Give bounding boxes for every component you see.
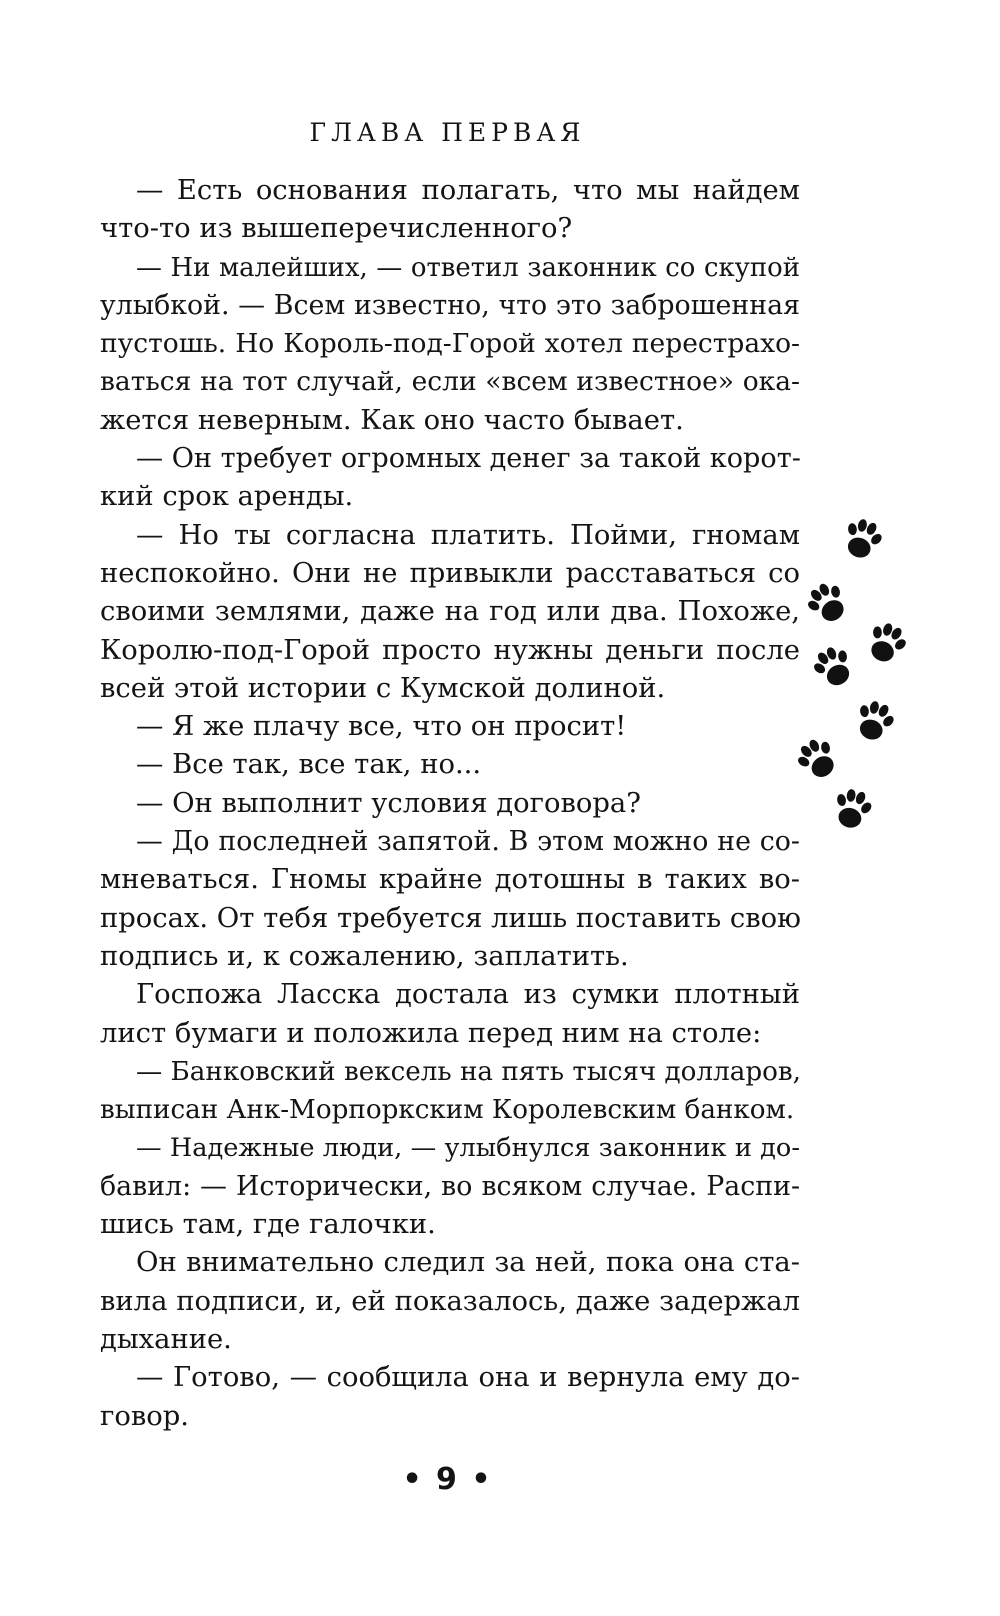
chapter-title: ГЛАВА ПЕРВАЯ [309, 118, 586, 147]
text-line: что-то из вышеперечисленного? [100, 213, 573, 245]
text-line: — До последней запятой. В этом можно не со- [136, 826, 800, 858]
text-line: неспокойно. Они не привыкли расставаться со [100, 557, 800, 589]
text-line: — Все так, все так, но... [136, 749, 482, 781]
text-line: Королю-под-Горой просто нужны деньги после [100, 634, 800, 666]
text-line: — Ни малейших, — ответил законник со скупой [136, 252, 800, 283]
text-line: Он внимательно следил за ней, пока она ста- [136, 1247, 800, 1279]
text-line: жется неверным. Как оно часто бывает. [100, 404, 684, 436]
text-line: улыбкой. — Всем известно, что это заброшенная [100, 289, 800, 321]
text-line: говор. [100, 1400, 189, 1432]
text-line: шись там, где галочки. [100, 1209, 436, 1241]
text-line: всей этой истории с Кумской долиной. [100, 672, 666, 704]
paw-print-icon [829, 785, 876, 832]
text-line: просах. От тебя требуется лишь поставить свою [100, 902, 802, 934]
paw-print-icon [850, 696, 900, 745]
text-line: — Но ты согласна платить. Пойми, гномам [136, 519, 800, 551]
text-line: мневаться. Гномы крайне дотошны в таких во- [100, 864, 800, 896]
text-line: — Он выполнит условия договора? [136, 787, 641, 819]
text-line: ваться на тот случай, если «всем известное» ока- [100, 366, 800, 398]
text-line: — Готово, — сообщила она и вернула ему до- [136, 1362, 800, 1394]
paw-print-icon [807, 640, 860, 693]
text-line: — Банковский вексель на пять тысяч долларов, [136, 1056, 801, 1087]
text-line: — Есть основания полагать, что мы найдем [136, 175, 800, 206]
text-line: подпись и, к сожалению, заплатить. [100, 940, 629, 972]
text-line: бавил: — Исторически, во всяком случае. Распи- [100, 1170, 800, 1202]
text-line: своими землями, даже на год или два. Похоже, [100, 596, 800, 628]
paw-print-icon [800, 576, 854, 630]
text-line: вила подписи, и, ей показалось, даже задержал [100, 1285, 800, 1317]
page-number: • 9 • [402, 1462, 493, 1497]
text-line: выписан Анк-Морпоркским Королевским банком. [100, 1095, 795, 1126]
text-line: пустошь. Но Король-под-Горой хотел перестрахо- [100, 328, 800, 360]
body-text [100, 172, 800, 1436]
text-line: Госпожа Ласска достала из сумки плотный [136, 979, 800, 1011]
text-line: дыхание. [100, 1323, 232, 1355]
text-line: — Я же плачу все, что он просит! [136, 711, 627, 743]
text-line: лист бумаги и положила перед ним на столе: [100, 1017, 762, 1049]
text-line: — Надежные люди, — улыбнулся законник и до- [136, 1133, 800, 1164]
text-line: — Он требует огромных денег за такой корот- [136, 443, 801, 475]
paw-print-icon [861, 617, 912, 668]
paw-print-icon [838, 514, 888, 563]
text-line: кий срок аренды. [100, 481, 354, 513]
